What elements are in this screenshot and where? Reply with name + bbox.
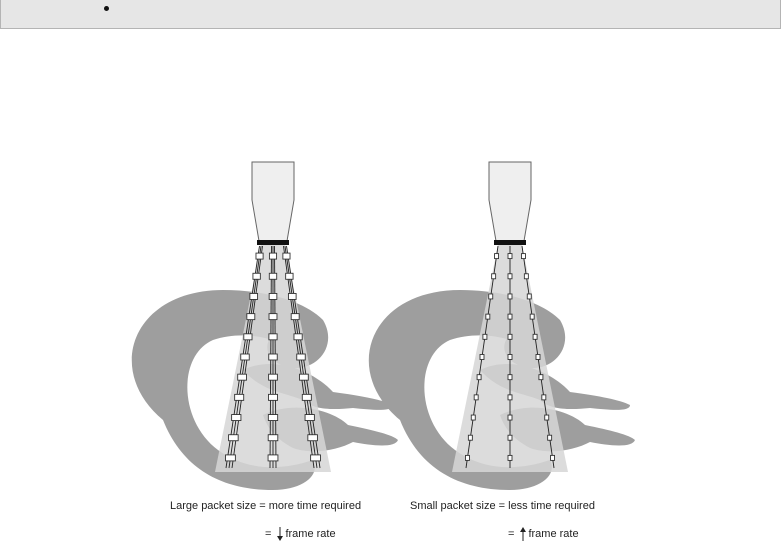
data-packet (241, 354, 250, 360)
large-packet-panel (132, 162, 398, 490)
data-packet (527, 294, 531, 299)
data-packet (268, 415, 277, 421)
data-packet (508, 415, 512, 420)
data-packet (268, 435, 278, 441)
data-packet (308, 435, 318, 441)
data-packet (530, 314, 534, 319)
large-packet-caption: Large packet size = more time required (170, 500, 362, 512)
equals-sign: = (265, 528, 272, 540)
frame-rate-decrease (265, 527, 336, 541)
data-packet (524, 274, 528, 279)
data-packet (474, 395, 478, 400)
data-packet (521, 254, 525, 259)
data-packet (305, 415, 314, 421)
data-packet (229, 435, 239, 441)
frame-rate-increase (508, 527, 579, 541)
data-packet (477, 375, 481, 380)
data-packet (269, 293, 277, 299)
data-packet (508, 334, 512, 339)
scan-line (268, 246, 278, 468)
data-packet (250, 293, 258, 299)
data-packet (269, 273, 276, 279)
data-packet (297, 354, 306, 360)
data-packet (508, 355, 512, 360)
data-packet (486, 314, 490, 319)
data-packet (508, 395, 512, 400)
small-packet-panel (369, 162, 635, 490)
data-packet (489, 294, 493, 299)
data-packet (269, 354, 278, 360)
data-packet (311, 455, 321, 461)
transducer-probe (252, 162, 294, 241)
equals-sign: = (508, 528, 515, 540)
data-packet (268, 394, 277, 400)
transducer-probe (489, 162, 531, 241)
data-packet (300, 374, 309, 380)
data-packet (471, 415, 475, 420)
data-packet (483, 334, 487, 339)
up-arrow-icon (520, 527, 526, 541)
data-packet (253, 273, 260, 279)
data-packet (286, 273, 293, 279)
data-packet (226, 455, 236, 461)
data-packet (244, 334, 252, 340)
data-packet (542, 395, 546, 400)
transducer-face (257, 240, 289, 245)
data-packet (256, 253, 263, 259)
data-packet (536, 355, 540, 360)
small-packet-caption: Small packet size = less time required (410, 500, 595, 512)
data-packet (508, 375, 512, 380)
frame-rate-label: frame rate (528, 528, 579, 540)
data-packet (247, 314, 255, 320)
data-packet (548, 435, 552, 440)
data-packet (533, 334, 537, 339)
data-packet (302, 394, 311, 400)
data-packet (492, 274, 496, 279)
data-packet (508, 435, 512, 440)
data-packet (269, 374, 278, 380)
data-packet (508, 294, 512, 299)
frame-rate-label: frame rate (285, 528, 336, 540)
data-packet (235, 394, 244, 400)
data-packet (269, 314, 277, 320)
data-packet (480, 355, 484, 360)
data-packet (269, 334, 277, 340)
data-packet (291, 314, 299, 320)
down-arrow-icon (277, 527, 283, 541)
data-packet (508, 254, 512, 259)
data-packet (465, 455, 469, 460)
data-packet (495, 254, 499, 259)
data-packet (551, 455, 555, 460)
data-packet (468, 435, 472, 440)
data-packet (545, 415, 549, 420)
data-packet (268, 455, 278, 461)
data-packet (288, 293, 296, 299)
data-packet (269, 253, 276, 259)
data-packet (232, 415, 241, 421)
data-packet (508, 455, 512, 460)
data-packet (238, 374, 247, 380)
data-packet (508, 274, 512, 279)
data-packet (294, 334, 302, 340)
data-packet (539, 375, 543, 380)
transducer-face (494, 240, 526, 245)
data-packet (508, 314, 512, 319)
data-packet (283, 253, 290, 259)
